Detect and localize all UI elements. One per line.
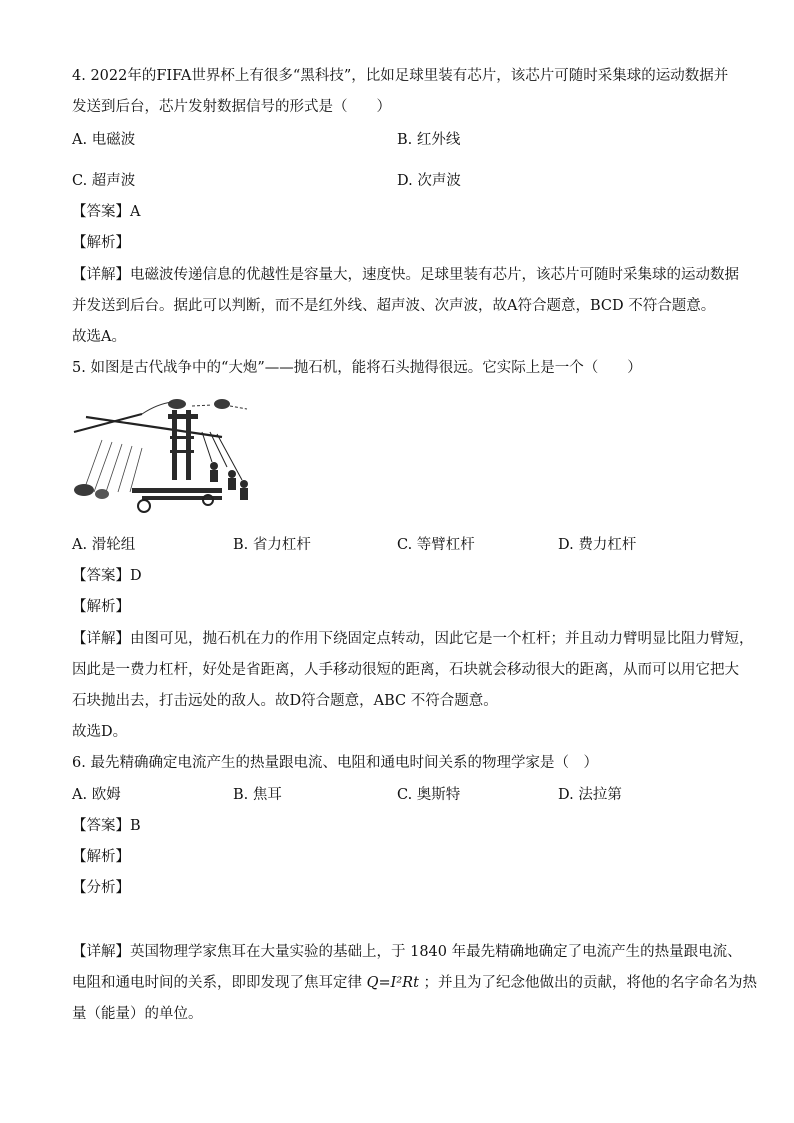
q6-method-label: 【分析】 [72,880,130,896]
q4-option-c: C. 超声波 [72,173,136,189]
q4-detail-line-1: 【详解】电磁波传递信息的优越性是容量大，速度快。足球里装有芯片，该芯片可随时采集球的运动数据 [72,267,739,283]
q6-detail-line-2-tail: ；并且为了纪念他做出的贡献，将他的名字命名为热 [423,975,758,991]
q4-option-a: A. 电磁波 [72,132,136,148]
q5-stem: 5. 如图是古代战争中的“大炮”——抛石机，能将石头抛得很远。它实际上是一个（ ） [72,360,642,376]
q4-conclusion: 故选A。 [72,329,126,345]
q6-option-a: A. 欧姆 [72,787,121,803]
q5-option-c: C. 等臂杠杆 [397,537,475,553]
q5-detail-line-3: 石块抛出去，打击远处的敌人。故D符合题意，ABC 不符合题意。 [72,693,498,709]
q6-analysis-label: 【解析】 [72,849,130,865]
q6-detail-line-2 [72,973,757,993]
q4-option-b: B. 红外线 [397,132,461,148]
q5-detail-line-2: 因此是一费力杠杆，好处是省距离，人手移动很短的距离，石块就会移动很大的距离，从而可以用它把大 [72,662,739,678]
q6-stem: 6. 最先精确确定电流产生的热量跟电流、电阻和通电时间关系的物理学家是（ ） [72,755,598,771]
q4-stem-line-1: 4. 2022年的FIFA世界杯上有很多“黑科技”，比如足球里装有芯片，该芯片可随时采集球的运动数据并 [72,68,729,84]
catapult-figure [72,392,287,522]
q6-detail-line-1: 【详解】英国物理学家焦耳在大量实验的基础上，于 1840 年最先精确地确定了电流产生的热量跟电流、 [72,944,742,960]
q5-option-b: B. 省力杠杆 [233,537,311,553]
q6-detail-line-3: 量（能量）的单位。 [72,1006,203,1022]
q4-stem-line-2: 发送到后台，芯片发射数据信号的形式是（ ） [72,99,391,115]
q6-option-b: B. 焦耳 [233,787,282,803]
throwing-arm [86,417,222,437]
q6-detail-line-2-text: 电阻和通电时间的关系，即即发现了焦耳定律 [72,975,362,991]
flying-stone [168,399,186,409]
q5-conclusion: 故选D。 [72,724,128,740]
q5-option-d: D. 费力杠杆 [558,537,637,553]
q4-answer: 【答案】A [72,204,141,220]
q6-answer: 【答案】B [72,818,141,834]
q5-analysis-label: 【解析】 [72,599,130,615]
q4-detail-line-2: 并发送到后台。据此可以判断，而不是红外线、超声波、次声波，故A符合题意，BCD 不符合题意。 [72,298,716,314]
q6-option-d: D. 法拉第 [558,787,622,803]
joule-formula: Q=I²Rt [366,975,419,991]
q4-option-d: D. 次声波 [397,173,461,189]
q5-answer: 【答案】D [72,568,142,584]
q6-option-c: C. 奥斯特 [397,787,461,803]
q5-detail-line-1: 【详解】由图可见，抛石机在力的作用下绕固定点转动，因此它是一个杠杆；并且动力臂明显比阻力臂短， [72,631,754,647]
q4-analysis-label: 【解析】 [72,235,130,251]
q5-option-a: A. 滑轮组 [72,537,136,553]
flying-stone [214,399,230,409]
